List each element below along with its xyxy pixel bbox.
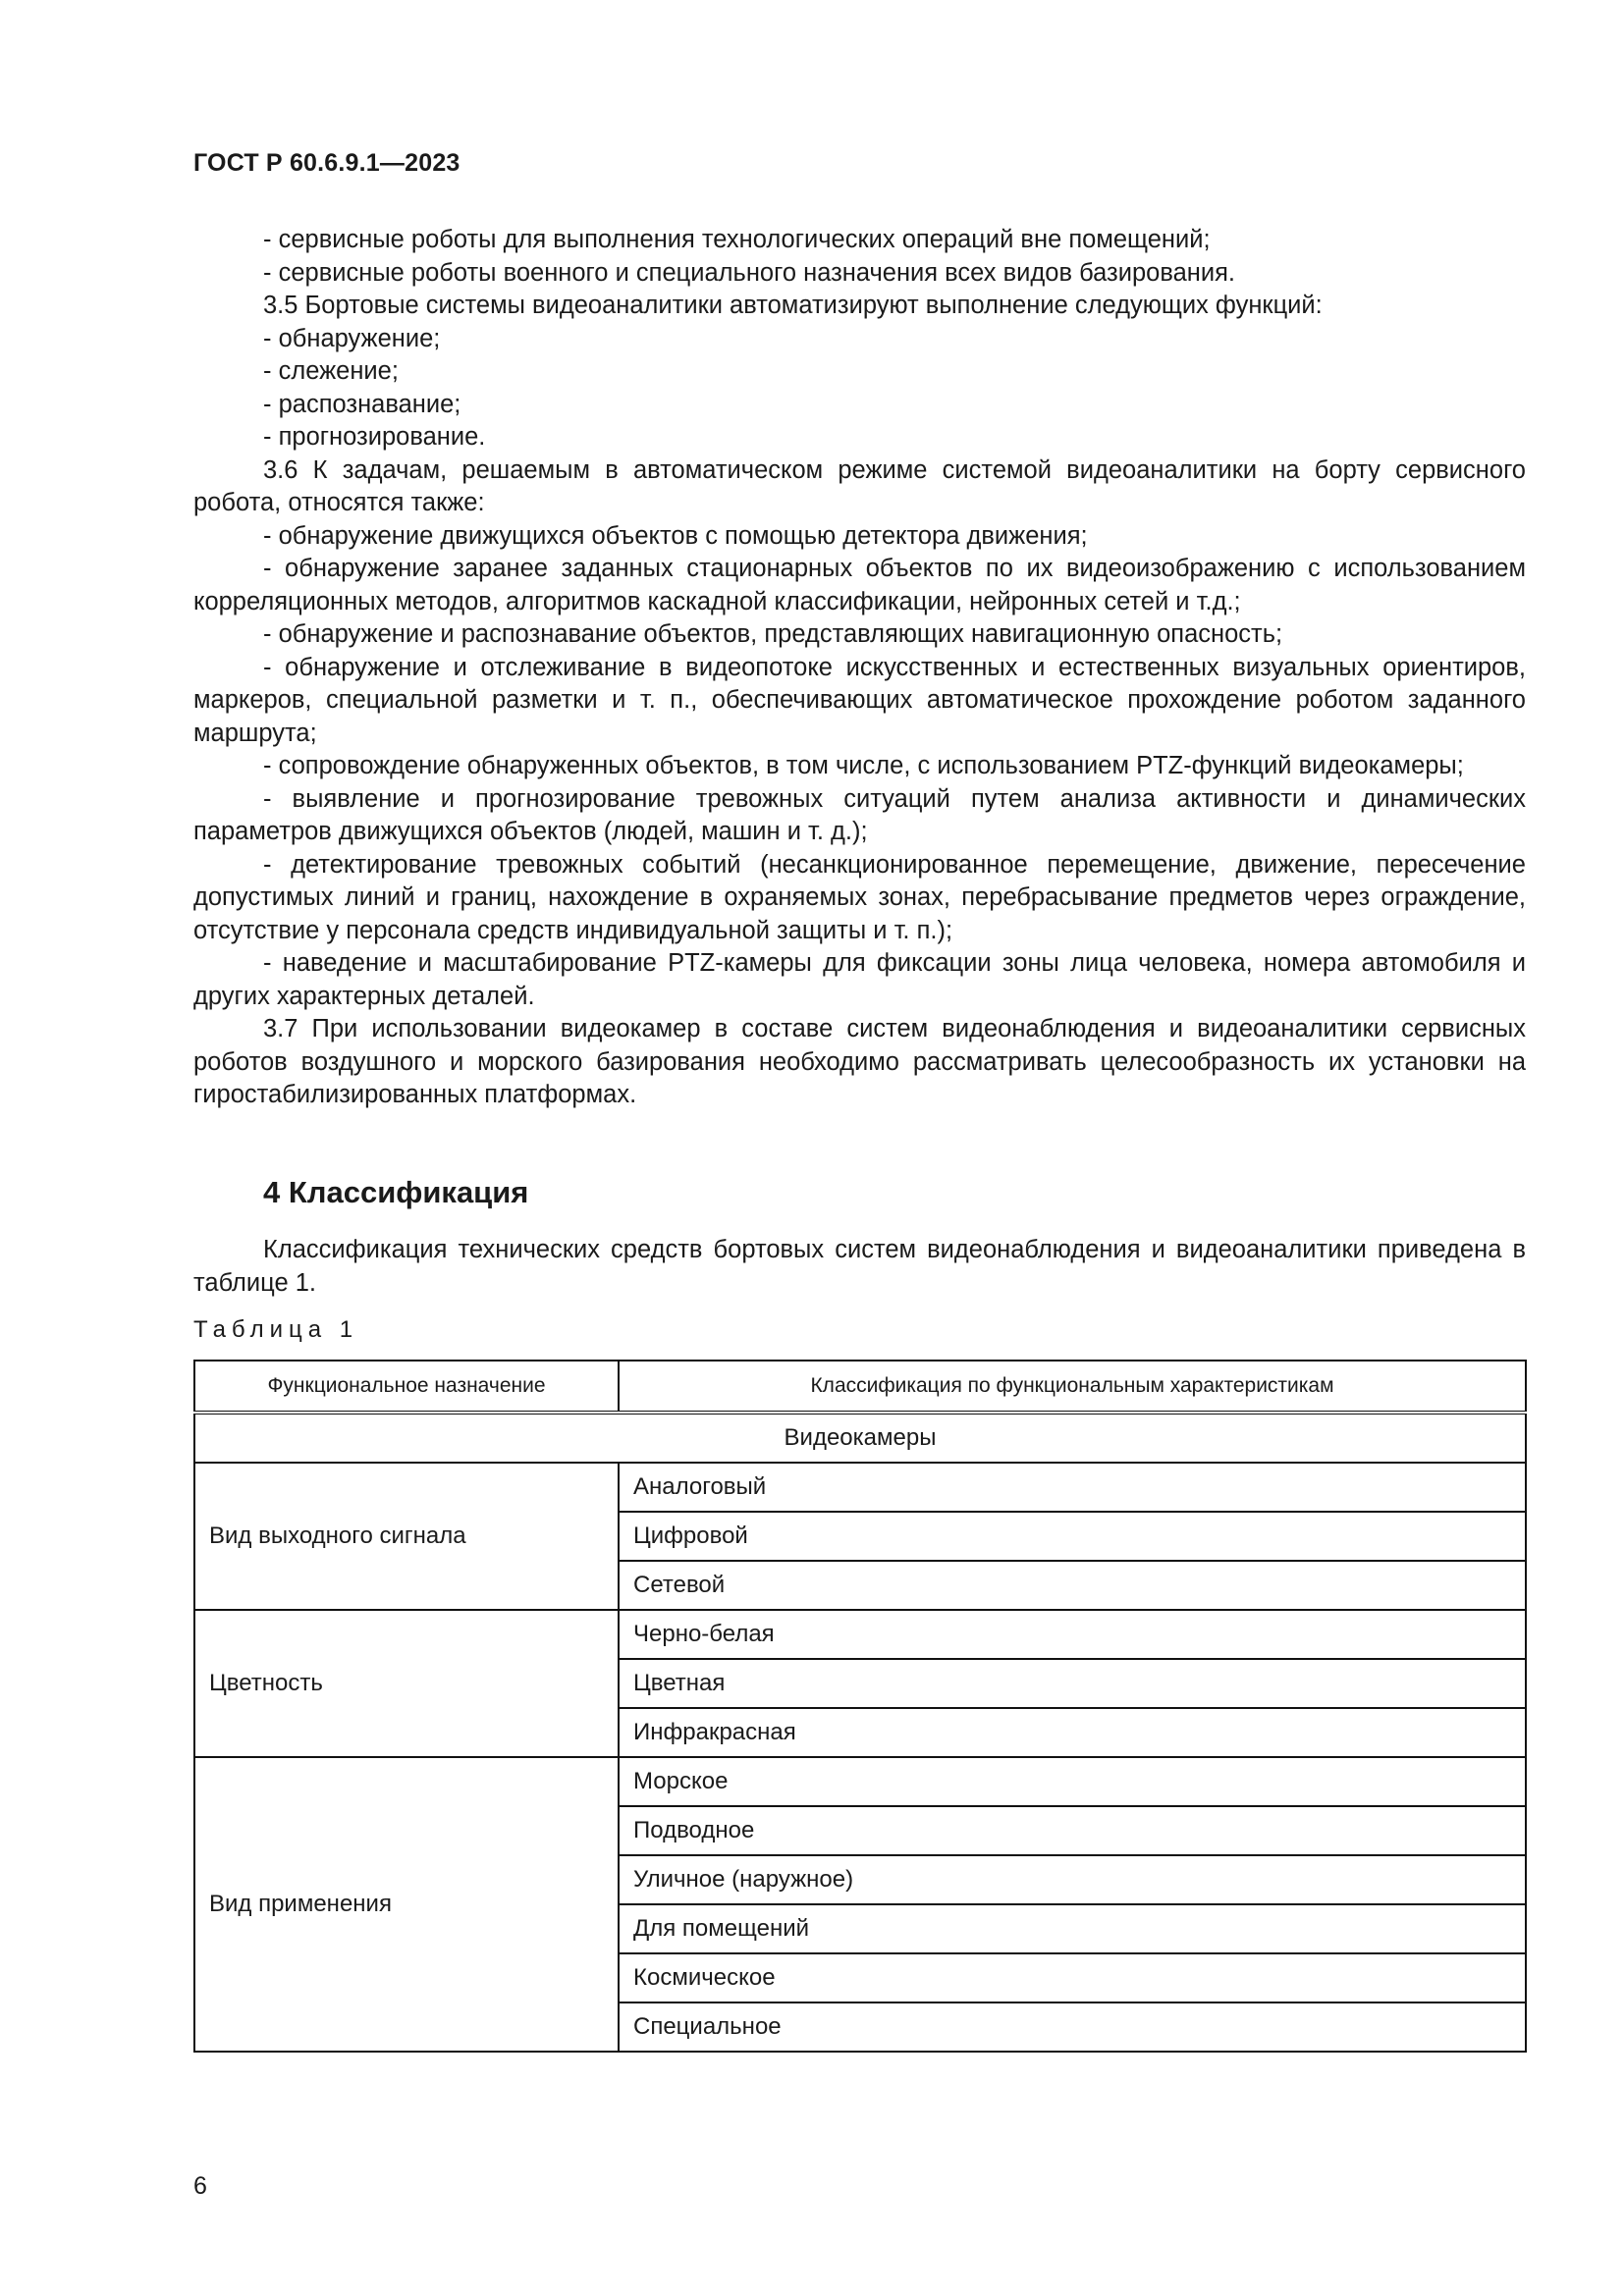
paragraph: - прогнозирование. <box>263 423 486 451</box>
item-cell: Подводное <box>619 1806 1526 1855</box>
header-cell: Классификация по функциональным характеристикам <box>619 1361 1526 1413</box>
paragraph: - распознавание; <box>263 390 461 418</box>
paragraph: 3.5 Бортовые системы видеоаналитики автоматизируют выполнение следующих функций: <box>263 292 1323 319</box>
item-cell: Цифровой <box>619 1512 1526 1561</box>
section-title: 4 Классификация <box>263 1175 529 1209</box>
paragraph: 3.6 К задачам, решаемым в автоматическом режиме системой видеоаналитики на борту сервисного робота, относятся также: <box>193 455 1526 516</box>
item-cell: Цветная <box>619 1659 1526 1708</box>
table-group-row <box>194 1413 1526 1463</box>
table-row <box>194 1757 1526 1806</box>
header-cell: Функциональное назначение <box>194 1361 619 1413</box>
paragraph: - выявление и прогнозирование тревожных ситуаций путем анализа активности и динамических параметров движущихся объектов (людей, машин и т. д.); <box>193 784 1526 845</box>
paragraph: 3.7 При использовании видеокамер в составе систем видеонаблюдения и видеоаналитики сервисных роботов воздушного и морского базирования необходимо рассматривать целесообразность их установки на гиростабилизированных платформах. <box>193 1015 1526 1108</box>
category-cell: Цветность <box>194 1610 619 1757</box>
item-cell: Сетевой <box>619 1561 1526 1610</box>
paragraph: - обнаружение движущихся объектов с помощью детектора движения; <box>263 521 1088 550</box>
section-intro: Классификация технических средств бортовых систем видеонаблюдения и видеоаналитики приведена в таблице 1. <box>193 1236 1526 1297</box>
table-row <box>194 1463 1526 1512</box>
table-row <box>194 1610 1526 1659</box>
paragraph: - обнаружение и отслеживание в видеопотоке искусственных и естественных визуальных ориентиров, маркеров, специальной разметки и т. п., обеспечивающих автоматическое прохождение роботом заданного маршрута; <box>193 653 1526 747</box>
table-header-row <box>194 1361 1526 1413</box>
paragraph: - наведение и масштабирование PTZ-камеры для фиксации зоны лица человека, номера автомобиля и других характерных деталей. <box>193 949 1526 1010</box>
category-cell: Вид выходного сигнала <box>194 1463 619 1610</box>
item-cell: Уличное (наружное) <box>619 1855 1526 1904</box>
paragraph: - детектирование тревожных событий (несанкционированное перемещение, движение, пересечение допустимых линий и границ, нахождение в охраняемых зонах, перебрасывание предметов через ограждение, отсутствие у персонала средств индивидуальной защиты и т. п.); <box>193 850 1526 944</box>
category-cell: Вид применения <box>194 1757 619 2052</box>
paragraph: - сервисные роботы для выполнения технологических операций вне помещений; <box>263 226 1211 253</box>
paragraph: - сопровождение обнаруженных объектов, в том числе, с использованием PTZ-функций видеокамеры; <box>263 752 1464 779</box>
item-cell: Аналоговый <box>619 1463 1526 1512</box>
paragraph: - обнаружение заранее заданных стационарных объектов по их видеоизображению с использованием корреляционных методов, алгоритмов каскадной классификации, нейронных сетей и т.д.; <box>193 555 1526 615</box>
item-cell: Специальное <box>619 2002 1526 2052</box>
paragraph: - обнаружение; <box>263 324 441 352</box>
item-cell: Инфракрасная <box>619 1708 1526 1757</box>
group-cell: Видеокамеры <box>194 1413 1526 1463</box>
item-cell: Черно-белая <box>619 1610 1526 1659</box>
document-header: ГОСТ Р 60.6.9.1—2023 <box>193 149 460 177</box>
body-text <box>193 224 1526 1112</box>
classification-table <box>193 1360 1527 2053</box>
item-cell: Космическое <box>619 1953 1526 2002</box>
page-number: 6 <box>193 2172 207 2200</box>
table-caption: Таблица 1 <box>193 1316 359 1343</box>
paragraph: - сервисные роботы военного и специального назначения всех видов базирования. <box>263 258 1235 287</box>
item-cell: Для помещений <box>619 1904 1526 1953</box>
paragraph: - слежение; <box>263 357 399 385</box>
item-cell: Морское <box>619 1757 1526 1806</box>
paragraph: - обнаружение и распознавание объектов, представляющих навигационную опасность; <box>263 620 1283 648</box>
